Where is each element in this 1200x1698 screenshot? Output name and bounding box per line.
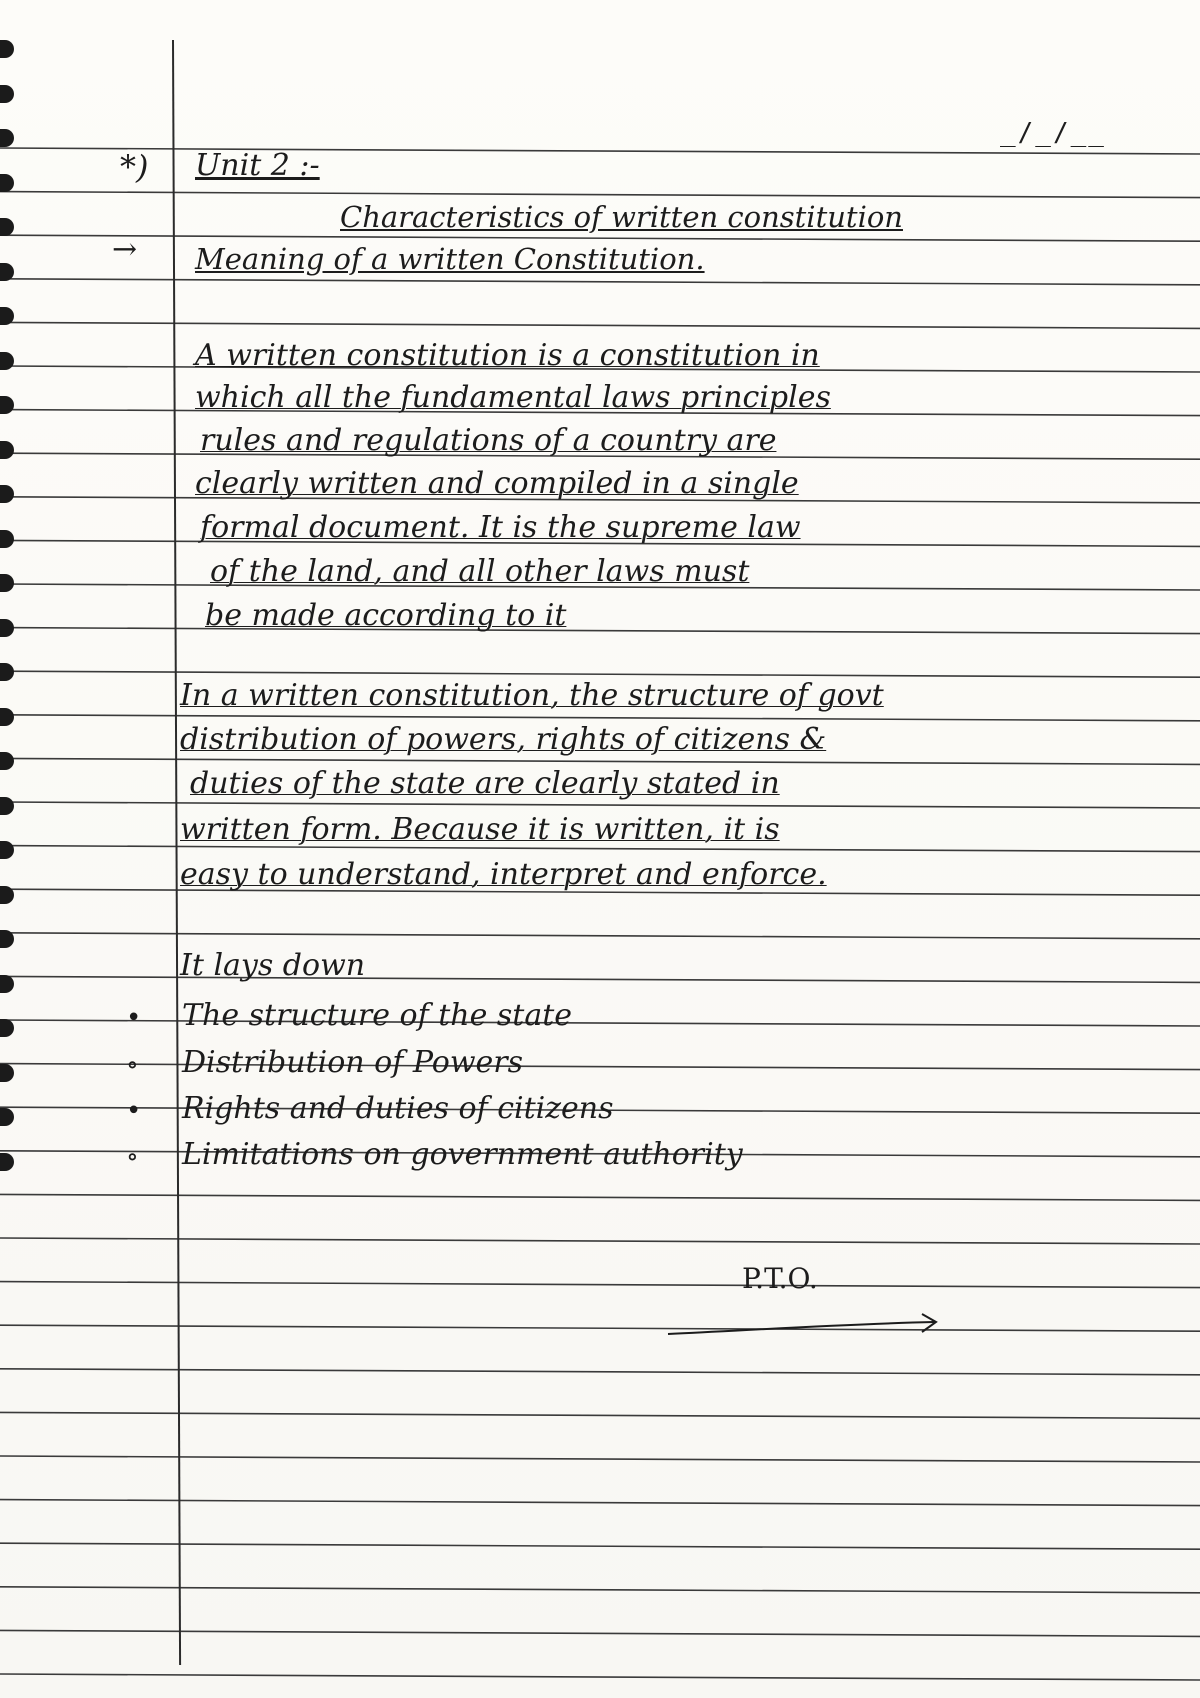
ruled-line	[0, 279, 1200, 285]
binding-hole	[0, 307, 14, 325]
binding-hole	[0, 708, 14, 726]
paragraph1-line: A written constitution is a constitution in	[195, 338, 820, 373]
binding-hole	[0, 930, 14, 948]
binding-hole	[0, 886, 14, 904]
paragraph1-line: clearly written and compiled in a single	[195, 466, 799, 501]
spiral-binding	[0, 40, 14, 1197]
ruled-line	[0, 671, 1200, 677]
arrow-marker: →	[112, 232, 138, 267]
pto-arrow-icon	[664, 1312, 954, 1342]
binding-hole	[0, 1019, 14, 1037]
binding-hole	[0, 752, 14, 770]
date-field: _/_/__	[1000, 118, 1106, 148]
binding-hole	[0, 441, 14, 459]
binding-hole	[0, 841, 14, 859]
paragraph1-line: which all the fundamental laws principles	[195, 380, 831, 415]
pto-note: P.T.O.	[742, 1262, 818, 1295]
binding-hole	[0, 129, 14, 147]
ruled-line	[0, 1238, 1200, 1244]
binding-hole	[0, 218, 14, 236]
ruled-line	[0, 1369, 1200, 1375]
bullet-item: Limitations on government authority	[182, 1137, 743, 1172]
ruled-line	[0, 1194, 1200, 1200]
ruled-line	[0, 1325, 1200, 1331]
bullet-marker: ∘	[126, 1142, 139, 1172]
ruled-line	[0, 235, 1200, 241]
paragraph2-line: written form. Because it is written, it is	[180, 812, 780, 847]
binding-hole	[0, 174, 14, 192]
ruled-line	[0, 1282, 1200, 1288]
paragraph2-line: easy to understand, interpret and enforce.	[180, 857, 827, 892]
paragraph2-line: In a written constitution, the structure of govt	[180, 678, 884, 713]
ruled-line	[0, 933, 1200, 939]
ruled-line	[0, 1020, 1200, 1026]
bullet-marker: ∘	[126, 1050, 139, 1080]
ruled-line	[0, 628, 1200, 634]
ruled-line	[0, 802, 1200, 808]
binding-hole	[0, 619, 14, 637]
ruled-line	[0, 192, 1200, 198]
lays-down-intro: It lays down	[180, 948, 366, 983]
binding-hole	[0, 1064, 14, 1082]
star-marker: *)	[120, 148, 149, 186]
ruled-line	[0, 1064, 1200, 1070]
meaning-heading: Meaning of a written Constitution.	[195, 242, 705, 276]
binding-hole	[0, 396, 14, 414]
bullet-item: Distribution of Powers	[182, 1045, 524, 1080]
bullet-item: The structure of the state	[182, 998, 573, 1033]
binding-hole	[0, 797, 14, 815]
binding-hole	[0, 485, 14, 503]
bullet-marker: •	[126, 1003, 142, 1033]
paragraph1-line: of the land, and all other laws must	[210, 554, 750, 589]
binding-hole	[0, 352, 14, 370]
paragraph2-line: duties of the state are clearly stated in	[190, 766, 780, 801]
unit-heading: Unit 2 :-	[195, 148, 320, 183]
binding-hole	[0, 1108, 14, 1126]
ruled-line	[0, 1674, 1200, 1680]
ruled-line	[0, 715, 1200, 721]
bullet-marker: •	[126, 1096, 142, 1126]
binding-hole	[0, 40, 14, 58]
paragraph1-line: formal document. It is the supreme law	[200, 510, 801, 545]
binding-hole	[0, 574, 14, 592]
binding-hole	[0, 1153, 14, 1171]
ruled-line	[0, 758, 1200, 764]
ruled-line	[0, 322, 1200, 328]
topic-subtitle: Characteristics of written constitution	[340, 200, 903, 234]
bullet-item: Rights and duties of citizens	[182, 1091, 614, 1126]
binding-hole	[0, 530, 14, 548]
binding-hole	[0, 263, 14, 281]
ruled-line	[0, 148, 1200, 154]
paragraph2-line: distribution of powers, rights of citizens &	[180, 722, 827, 757]
paragraph1-line: be made according to it	[205, 598, 567, 633]
binding-hole	[0, 663, 14, 681]
paragraph1-line: rules and regulations of a country are	[200, 423, 777, 458]
binding-hole	[0, 85, 14, 103]
binding-hole	[0, 975, 14, 993]
